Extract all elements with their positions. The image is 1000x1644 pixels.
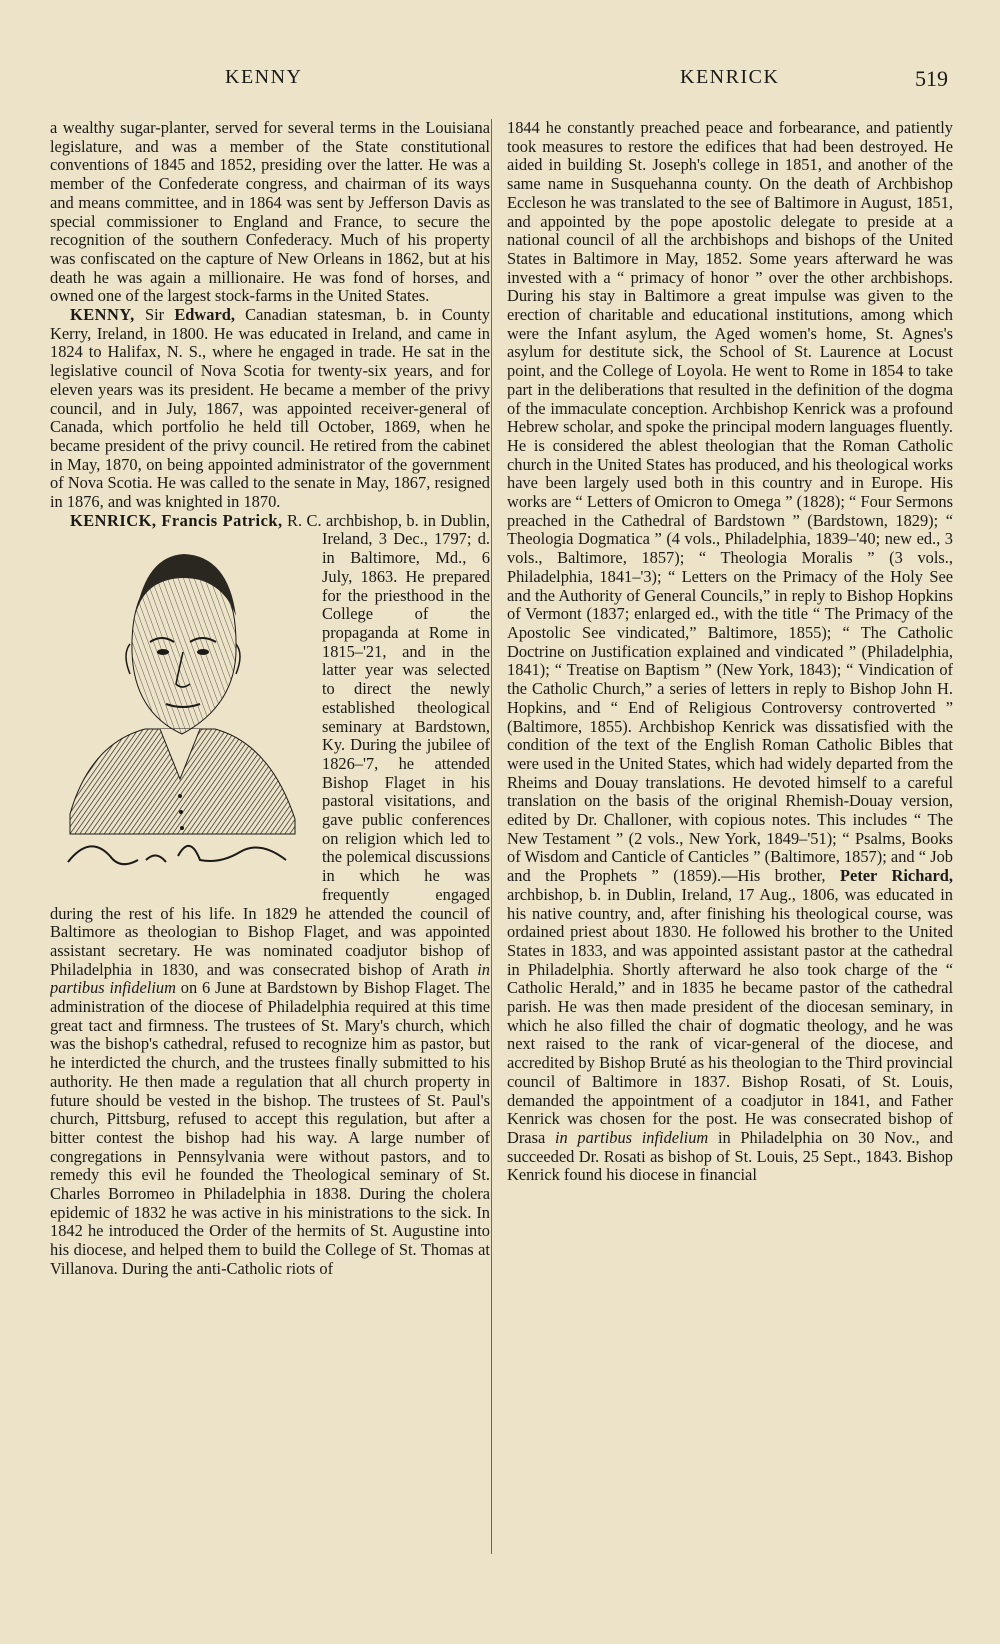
entry-kenny-given: Edward,: [174, 305, 235, 325]
running-header: [0, 66, 1000, 96]
entry-kenny-text: Canadian statesman, b. in County Kerry, Ireland, in 1800. He was educated in Ireland, and came in 1824 to Halifax, N. S., where he engaged in trade. He sat in the legislative council of Nova Scotia for twenty-six years, and for eleven years was its president. He became a member of the privy council, and in July, 1867, was appointed receiver-general of Canada, which portfolio he held till October, 1869, when he became president of the privy council. He retired from the cabinet in May, 1870, on being appointed administrator of the government of Nova Scotia. He was called to the senate in May, 1867, resigned in 1876, and was knighted in 1870.: [50, 305, 490, 512]
engraved-bust: [70, 554, 295, 834]
entry-kenny-title: Sir: [134, 305, 175, 325]
latin-phrase: in partibus infidelium: [554, 1127, 709, 1147]
right-text-1: 1844 he constantly preached peace and forbearance, and patiently took measures to restore the edifices that had been destroyed. He aided in building St. Joseph's college in 1851, and another of the same name in Susquehanna county. On the death of Archbishop Eccleson he was translated to the see of Baltimore in August, 1851, and appointed by the pope apostolic delegate to preside at a national council of all the archbishops and bishops of the United States in Baltimore in May, 1852. Some years afterward he was invested with a “ primacy of honor ” over the other archbishops. During his stay in Baltimore a great impulse was given to the erection of charitable and educational institutions, among which were the Infant asylum, the Aged women's home, St. Agnes's asylum for destitute sick, the School of St. Laurence at Locust point, and the College of Loyola. He went to Rome in 1854 to take part in the deliberations that resulted in the definition of the dogma of the immaculate conception. Archbishop Kenrick was a profound Hebrew scholar, and spoke the principal modern languages fluently. He is considered the ablest theologian that the Roman Catholic church in the United States has produced, and his theological works have been largely used both in this country and in Europe. His works are “ Letters of Omicron to Omega ” (1828); “ Four Sermons preached in the Cathedral of Bardstown ” (Bardstown, 1829); “ Theologia Dogmatica ” (4 vols., Philadelphia, 1839–'40; new ed., 3 vols., Baltimore, 1857); “ Theologia Moralis ” (3 vols., Philadelphia, 1841–'3); “ Letters on the Primacy of the Holy See and the Authority of General Councils,” in reply to Bishop Hopkins of Vermont (1837; enlarged ed., with the title “ The Primacy of the Apostolic See vindicated,” Baltimore, 1855); “ The Catholic Doctrine on Justification explained and vindicated ” (Philadelphia, 1841); “ Treatise on Baptism ” (New York, 1843); “ Vindication of the Catholic Church,” a series of letters in reply to Bishop John H. Hopkins, and “ End of Religious Controversy controverted ” (Baltimore, 1855). Archbishop Kenrick was dissatisfied with the condition of the text of the English Roman Catholic Bibles that were used in the United States, which had widely departed from the Rheims and Douay translations. He devoted himself to a careful translation on the basis of the original Rhemish-Douay version, edited by Dr. Challoner, with copious notes. This includes “ The New Testament ” (2 vols., New York, 1849–'51); “ Psalms, Books of Wisdom and Canticle of Canticles ” (Baltimore, 1857); and “ Job and the Prophets ” (1859).—His brother,: [507, 119, 953, 886]
entry-kenrick-name: KENRICK, Francis Patrick,: [70, 510, 283, 530]
handwritten-signature: [68, 846, 286, 864]
entry-kenrick: [50, 512, 490, 1279]
right-text-2: archbishop, b. in Dublin, Ireland, 17 Aug., 1806, was educated in his native country, and, after finishing his theological course, was ordained priest about 1830. He followed his brother to the United States in 1833, and was appointed assistant pastor at the cathedral in Philadelphia. Shortly afterward he also took charge of the “ Catholic Herald,” and in 1835 he became pastor of the cathedral parish. He was then made president of the diocesan seminary, in which he also filled the chair of dogmatic theology, and he was next raised to the rank of vicar-general of the diocese, and accredited by Bishop Bruté as his theologian to the Third provincial council of Baltimore in 1837. Bishop Rosati, of St. Louis, demanded the appointment of a coadjutor in 1841, and Father Kenrick was chosen for the post. He was consecrated bishop of Drasa: [507, 884, 953, 1147]
header-center-word: KENRICK: [680, 66, 780, 88]
entry-peter-name: Peter Richard,: [840, 866, 953, 886]
latin-phrase: in partibus infidelium: [50, 959, 490, 998]
entry-kenny: [50, 306, 490, 512]
right-text-3: in Philadelphia on 30 Nov., and succeeded Dr. Rosati as bishop of St. Louis, 25 Sept., 1843. Bishop Kenrick found his diocese in financial: [507, 1127, 953, 1185]
column-divider: [491, 119, 492, 1554]
paragraph-continued: a wealthy sugar-planter, served for several terms in the Louisiana legislature, and was a member of the State constitutional conventions of 1845 and 1852, presiding over the latter. He was a member of the Confederate congress, and chairman of its ways and means committee, and in 1864 was sent by Jefferson Davis as special commissioner to England and France, to secure the recognition of the southern Confederacy. Much of his property was confiscated on the capture of New Orleans in 1862, but at his death he was again a millionaire. He was fond of horses, and owned one of the largest stock-farms in the United States.: [50, 119, 490, 306]
page-number: 519: [915, 66, 948, 91]
left-column: [50, 119, 490, 1554]
entry-kenrick-continued: [507, 119, 953, 1185]
entry-kenny-surname: KENNY,: [70, 305, 135, 325]
entry-kenrick-text-2: on 6 June at Bardstown by Bishop Flaget. The administration of the diocese of Philadelphia required at this time great tact and firmness. The trustees of St. Mary's church, which was the bishop's cathedral, refused to recognize him as pastor, but he interdicted the church, and the trustees finally submitted to his authority. He then made a regulation that all church property in future should be vested in the bishop. The trustees of St. Paul's church, Pittsburg, refused to accept this regulation, but after a bitter contest the bishop had his way. A large number of congregations in Pennsylvania were without pastors, and to remedy this evil he founded the Theological seminary of St. Charles Borromeo in Philadelphia in 1838. During the cholera epidemic of 1832 he was active in his ministrations to the sick. In 1842 he introduced the Order of the hermits of St. Augustine into his diocese, and helped them to build the College of St. Thomas at Villanova. During the anti-Catholic riots of: [50, 978, 490, 1278]
right-column: [507, 119, 953, 1554]
entry-kenrick-text-1: R. C. archbishop, b. in Dublin, Ireland, 3 Dec., 1797; d. in Baltimore, Md., 6 July, 1863. He prepared for the priesthood in the College of the propaganda at Rome in 1815–'21, and in the latter year was selected to direct the newly established theological seminary at Bardstown, Ky. During the jubilee of 1826–'7, he attended Bishop Flaget in his pastoral visitations, and gave public conferences on religion which led to the polemical discussions in which he was frequently engaged during the rest of his life. In 1829 he attended the council of Baltimore as theologian to Bishop Flaget, and was appointed assistant secretary. He was nominated coadjutor bishop of Philadelphia in 1830, and was consecrated bishop of Arath: [50, 510, 490, 979]
portrait-engraving: [50, 534, 308, 886]
header-left-word: KENNY: [225, 66, 303, 88]
